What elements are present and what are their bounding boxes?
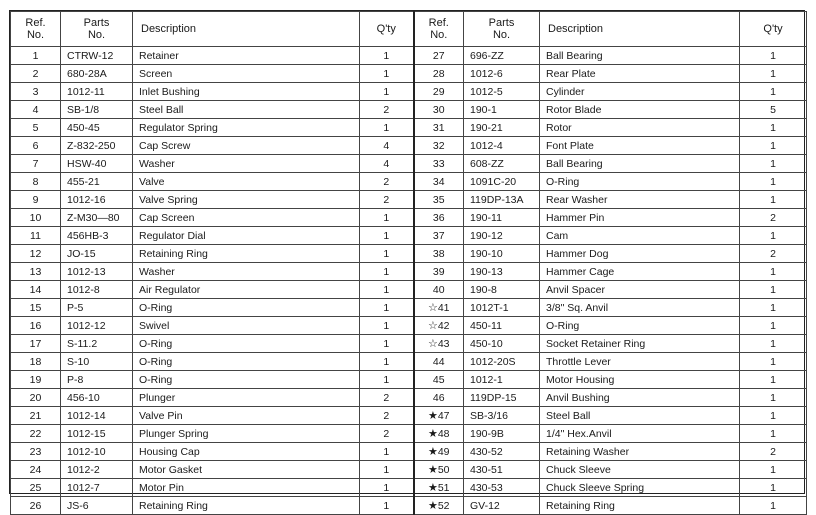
qty-cell: 1 [360, 353, 414, 371]
ref-no-cell: 7 [11, 155, 61, 173]
ref-no-cell: 4 [11, 101, 61, 119]
qty-cell-right: 2 [740, 245, 807, 263]
table-row [11, 353, 807, 371]
parts-no-cell: Z-M30—80 [61, 209, 133, 227]
parts-no-cell: 1012-16 [61, 191, 133, 209]
description-cell: Valve Pin [133, 407, 360, 425]
parts-no-cell: P-5 [61, 299, 133, 317]
ref-no-cell: 1 [11, 47, 61, 65]
parts-no-cell-right: 190-21 [464, 119, 540, 137]
ref-no-value: 51 [437, 482, 450, 494]
qty-cell-right: 1 [740, 353, 807, 371]
ref-no-cell: 13 [11, 263, 61, 281]
star-mark-icon: ★ [427, 500, 438, 512]
qty-cell: 2 [360, 389, 414, 407]
description-cell: Washer [133, 155, 360, 173]
qty-cell-right: 2 [740, 443, 807, 461]
description-cell: Steel Ball [133, 101, 360, 119]
qty-cell: 1 [360, 299, 414, 317]
star-mark-icon: ★ [427, 428, 438, 440]
description-cell: O-Ring [133, 353, 360, 371]
ref-no-cell-right [414, 209, 464, 227]
ref-no-value: 32 [432, 139, 445, 152]
qty-cell-right: 1 [740, 425, 807, 443]
qty-cell: 1 [360, 371, 414, 389]
parts-no-cell-right: 430-53 [464, 479, 540, 497]
qty-cell-right: 5 [740, 101, 807, 119]
ref-no-value: 35 [432, 193, 445, 206]
parts-no-cell-right: 430-52 [464, 443, 540, 461]
qty-cell-right: 1 [740, 479, 807, 497]
qty-cell: 1 [360, 47, 414, 65]
description-cell-right: Steel Ball [540, 407, 740, 425]
ref-no-cell: 24 [11, 461, 61, 479]
parts-no-header: Parts No. [61, 12, 133, 47]
description-cell: Plunger Spring [133, 425, 360, 443]
description-cell: Housing Cap [133, 443, 360, 461]
qty-cell-right: 1 [740, 65, 807, 83]
star-mark-icon: ★ [427, 410, 438, 422]
ref-no-value: 42 [437, 320, 450, 332]
description-cell-right: Rotor [540, 119, 740, 137]
ref-no-cell-right [414, 281, 464, 299]
ref-no-cell-right [414, 389, 464, 407]
ref-no-cell-right [414, 425, 464, 443]
table-row [11, 479, 807, 497]
parts-no-cell-right: 190-1 [464, 101, 540, 119]
description-cell-right: O-Ring [540, 173, 740, 191]
description-cell-right: Throttle Lever [540, 353, 740, 371]
parts-no-cell-right: GV-12 [464, 497, 540, 515]
qty-cell: 1 [360, 479, 414, 497]
qty-cell-right: 1 [740, 227, 807, 245]
ref-no-cell: 19 [11, 371, 61, 389]
ref-no-cell: 15 [11, 299, 61, 317]
table-row [11, 155, 807, 173]
ref-no-cell-right [414, 137, 464, 155]
description-cell: Retaining Ring [133, 497, 360, 515]
qty-cell: 1 [360, 119, 414, 137]
description-cell-right: Rotor Blade [540, 101, 740, 119]
description-cell-right: Motor Housing [540, 371, 740, 389]
qty-cell-right: 1 [740, 461, 807, 479]
description-cell: O-Ring [133, 299, 360, 317]
ref-no-cell-right [414, 497, 464, 515]
ref-no-cell-right [414, 47, 464, 65]
table-header-row [11, 12, 807, 47]
qty-cell-right: 2 [740, 209, 807, 227]
ref-no-cell-right [414, 119, 464, 137]
ref-no-value: 37 [432, 229, 445, 242]
ref-no-value: 29 [432, 85, 445, 98]
qty-cell-right: 1 [740, 191, 807, 209]
parts-no-cell: 450-45 [61, 119, 133, 137]
parts-no-cell: P-8 [61, 371, 133, 389]
parts-no-cell: 1012-14 [61, 407, 133, 425]
qty-cell: 4 [360, 137, 414, 155]
parts-no-cell: 1012-12 [61, 317, 133, 335]
ref-no-value: 41 [437, 302, 450, 314]
ref-no-value: 50 [437, 464, 450, 476]
ref-no-cell: 5 [11, 119, 61, 137]
parts-no-cell: 1012-10 [61, 443, 133, 461]
star-mark-icon: ☆ [427, 302, 438, 314]
qty-cell: 2 [360, 425, 414, 443]
qty-header-right: Q'ty [740, 12, 807, 47]
ref-no-cell: 18 [11, 353, 61, 371]
qty-cell-right: 1 [740, 263, 807, 281]
parts-no-cell: 680-28A [61, 65, 133, 83]
qty-cell: 1 [360, 263, 414, 281]
description-cell-right: Anvil Bushing [540, 389, 740, 407]
ref-no-cell: 21 [11, 407, 61, 425]
qty-cell-right: 1 [740, 317, 807, 335]
parts-no-cell-right: 608-ZZ [464, 155, 540, 173]
ref-no-cell: 6 [11, 137, 61, 155]
ref-no-cell-right [414, 407, 464, 425]
qty-cell-right: 1 [740, 497, 807, 515]
description-cell-right: Ball Bearing [540, 47, 740, 65]
table-row [11, 65, 807, 83]
ref-no-cell: 16 [11, 317, 61, 335]
ref-no-cell: 3 [11, 83, 61, 101]
description-cell: Retaining Ring [133, 245, 360, 263]
description-cell: Regulator Spring [133, 119, 360, 137]
ref-no-cell-right [414, 353, 464, 371]
qty-cell: 4 [360, 155, 414, 173]
ref-no-cell-right [414, 191, 464, 209]
description-cell-right: Chuck Sleeve Spring [540, 479, 740, 497]
ref-no-cell: 10 [11, 209, 61, 227]
parts-no-cell-right: 190-11 [464, 209, 540, 227]
ref-no-cell-right [414, 245, 464, 263]
ref-no-cell-right [414, 335, 464, 353]
description-cell-right: O-Ring [540, 317, 740, 335]
description-cell: Inlet Bushing [133, 83, 360, 101]
qty-cell-right: 1 [740, 389, 807, 407]
description-cell: Valve [133, 173, 360, 191]
qty-cell: 1 [360, 83, 414, 101]
parts-no-cell-right: 190-10 [464, 245, 540, 263]
description-cell: Motor Pin [133, 479, 360, 497]
qty-cell: 2 [360, 173, 414, 191]
parts-no-cell: 1012-13 [61, 263, 133, 281]
ref-no-value: 36 [432, 211, 445, 224]
description-cell-right: Retaining Washer [540, 443, 740, 461]
description-cell-right: Hammer Cage [540, 263, 740, 281]
ref-no-value: 49 [437, 446, 450, 458]
description-cell-right: Retaining Ring [540, 497, 740, 515]
ref-no-cell: 11 [11, 227, 61, 245]
star-mark-icon: ★ [427, 464, 438, 476]
ref-no-cell-right [414, 317, 464, 335]
description-cell: Valve Spring [133, 191, 360, 209]
table-row [11, 137, 807, 155]
parts-no-cell-right: 190-13 [464, 263, 540, 281]
description-cell: Cap Screw [133, 137, 360, 155]
table-row [11, 191, 807, 209]
parts-list-sheet [9, 10, 805, 512]
description-cell: Retainer [133, 47, 360, 65]
parts-no-cell-right: 1012-1 [464, 371, 540, 389]
description-cell: Plunger [133, 389, 360, 407]
ref-no-value: 27 [432, 49, 445, 62]
description-cell: O-Ring [133, 335, 360, 353]
parts-no-header-right: Parts No. [464, 12, 540, 47]
ref-no-value: 30 [432, 103, 445, 116]
star-mark-icon: ★ [427, 482, 438, 494]
qty-cell: 1 [360, 245, 414, 263]
ref-no-cell-right [414, 83, 464, 101]
parts-no-cell: Z-832-250 [61, 137, 133, 155]
qty-cell: 2 [360, 101, 414, 119]
description-cell: Air Regulator [133, 281, 360, 299]
description-cell-right: 1/4" Hex.Anvil [540, 425, 740, 443]
description-cell-right: Anvil Spacer [540, 281, 740, 299]
table-row [11, 119, 807, 137]
description-cell-right: Socket Retainer Ring [540, 335, 740, 353]
qty-cell-right: 1 [740, 371, 807, 389]
ref-no-value: 39 [432, 265, 445, 278]
ref-no-value: 31 [432, 121, 445, 134]
parts-no-cell-right: 119DP-15 [464, 389, 540, 407]
parts-no-cell: 1012-15 [61, 425, 133, 443]
table-row [11, 443, 807, 461]
table-row [11, 245, 807, 263]
parts-no-cell: CTRW-12 [61, 47, 133, 65]
ref-no-cell-right [414, 65, 464, 83]
ref-no-cell: 2 [11, 65, 61, 83]
description-cell: Washer [133, 263, 360, 281]
star-mark-icon: ☆ [427, 320, 438, 332]
star-mark-icon: ★ [427, 446, 438, 458]
table-row [11, 317, 807, 335]
parts-no-cell: S-11.2 [61, 335, 133, 353]
qty-cell: 1 [360, 317, 414, 335]
ref-no-value: 33 [432, 157, 445, 170]
ref-no-cell-right [414, 173, 464, 191]
ref-no-cell-right [414, 299, 464, 317]
parts-no-cell: S-10 [61, 353, 133, 371]
ref-no-cell: 20 [11, 389, 61, 407]
qty-cell-right: 1 [740, 47, 807, 65]
parts-no-cell-right: 190-12 [464, 227, 540, 245]
qty-cell: 1 [360, 281, 414, 299]
parts-no-cell: 1012-11 [61, 83, 133, 101]
parts-no-cell: HSW-40 [61, 155, 133, 173]
parts-no-cell: JO-15 [61, 245, 133, 263]
table-row [11, 371, 807, 389]
description-cell-right: Hammer Pin [540, 209, 740, 227]
description-cell: Regulator Dial [133, 227, 360, 245]
description-cell-right: Cam [540, 227, 740, 245]
description-cell-right: Ball Bearing [540, 155, 740, 173]
ref-no-cell: 12 [11, 245, 61, 263]
description-cell-right: Hammer Dog [540, 245, 740, 263]
parts-no-cell-right: 1012-4 [464, 137, 540, 155]
description-cell-right: Chuck Sleeve [540, 461, 740, 479]
qty-cell: 1 [360, 227, 414, 245]
table-row [11, 389, 807, 407]
ref-no-cell-right [414, 443, 464, 461]
parts-no-cell-right: 1012-5 [464, 83, 540, 101]
star-mark-icon: ☆ [427, 338, 438, 350]
ref-no-cell: 14 [11, 281, 61, 299]
description-cell: Swivel [133, 317, 360, 335]
parts-no-cell: 455-21 [61, 173, 133, 191]
ref-no-header-right: Ref. No. [414, 12, 464, 47]
ref-no-value: 52 [437, 500, 450, 512]
parts-no-cell: 1012-7 [61, 479, 133, 497]
description-header-right: Description [540, 12, 740, 47]
ref-no-cell: 8 [11, 173, 61, 191]
parts-no-cell: SB-1/8 [61, 101, 133, 119]
description-cell: Screen [133, 65, 360, 83]
ref-no-cell: 17 [11, 335, 61, 353]
description-cell: O-Ring [133, 371, 360, 389]
qty-cell-right: 1 [740, 155, 807, 173]
parts-no-cell-right: 430-51 [464, 461, 540, 479]
ref-no-cell-right [414, 461, 464, 479]
table-row [11, 101, 807, 119]
description-cell-right: Rear Plate [540, 65, 740, 83]
parts-no-cell-right: 450-11 [464, 317, 540, 335]
qty-cell-right: 1 [740, 173, 807, 191]
parts-list-table [10, 11, 807, 515]
parts-no-cell: 456-10 [61, 389, 133, 407]
description-cell-right: Cylinder [540, 83, 740, 101]
qty-cell-right: 1 [740, 335, 807, 353]
table-row [11, 173, 807, 191]
parts-no-cell: 456HB-3 [61, 227, 133, 245]
parts-no-cell-right: 190-8 [464, 281, 540, 299]
ref-no-cell-right [414, 479, 464, 497]
parts-no-cell-right: 696-ZZ [464, 47, 540, 65]
parts-no-cell-right: 1091C-20 [464, 173, 540, 191]
parts-no-cell: JS-6 [61, 497, 133, 515]
qty-cell: 1 [360, 65, 414, 83]
ref-no-cell-right [414, 371, 464, 389]
table-row [11, 497, 807, 515]
ref-no-value: 38 [432, 247, 445, 260]
parts-no-cell-right: 1012-20S [464, 353, 540, 371]
qty-cell: 1 [360, 209, 414, 227]
qty-header: Q'ty [360, 12, 414, 47]
ref-no-value: 46 [432, 391, 445, 404]
ref-no-cell-right [414, 155, 464, 173]
ref-no-cell: 25 [11, 479, 61, 497]
ref-no-value: 47 [437, 410, 450, 422]
ref-no-cell-right [414, 101, 464, 119]
ref-no-value: 48 [437, 428, 450, 440]
ref-no-cell-right [414, 263, 464, 281]
parts-no-cell-right: 1012T-1 [464, 299, 540, 317]
ref-no-cell: 26 [11, 497, 61, 515]
table-row [11, 263, 807, 281]
ref-no-cell: 23 [11, 443, 61, 461]
qty-cell-right: 1 [740, 407, 807, 425]
parts-no-cell-right: 450-10 [464, 335, 540, 353]
description-cell-right: 3/8" Sq. Anvil [540, 299, 740, 317]
qty-cell-right: 1 [740, 83, 807, 101]
ref-no-value: 45 [432, 373, 445, 386]
qty-cell: 1 [360, 461, 414, 479]
ref-no-cell: 9 [11, 191, 61, 209]
parts-no-cell-right: 190-9B [464, 425, 540, 443]
table-row [11, 83, 807, 101]
qty-cell-right: 1 [740, 281, 807, 299]
qty-cell: 1 [360, 443, 414, 461]
table-row [11, 461, 807, 479]
qty-cell: 2 [360, 407, 414, 425]
parts-no-cell: 1012-2 [61, 461, 133, 479]
table-row [11, 425, 807, 443]
table-row [11, 281, 807, 299]
table-row [11, 407, 807, 425]
parts-no-cell-right: 119DP-13A [464, 191, 540, 209]
qty-cell: 2 [360, 191, 414, 209]
description-cell: Cap Screen [133, 209, 360, 227]
table-row [11, 47, 807, 65]
parts-no-cell-right: 1012-6 [464, 65, 540, 83]
qty-cell-right: 1 [740, 119, 807, 137]
ref-no-value: 28 [432, 67, 445, 80]
description-header: Description [133, 12, 360, 47]
description-cell-right: Font Plate [540, 137, 740, 155]
description-cell-right: Rear Washer [540, 191, 740, 209]
ref-no-value: 34 [432, 175, 445, 188]
description-cell: Motor Gasket [133, 461, 360, 479]
ref-no-value: 43 [437, 338, 450, 350]
table-row [11, 335, 807, 353]
qty-cell-right: 1 [740, 299, 807, 317]
table-row [11, 209, 807, 227]
qty-cell: 1 [360, 335, 414, 353]
ref-no-value: 40 [432, 283, 445, 296]
parts-no-cell-right: SB-3/16 [464, 407, 540, 425]
table-row [11, 299, 807, 317]
qty-cell-right: 1 [740, 137, 807, 155]
ref-no-cell: 22 [11, 425, 61, 443]
parts-no-cell: 1012-8 [61, 281, 133, 299]
table-row [11, 227, 807, 245]
ref-no-cell-right [414, 227, 464, 245]
qty-cell: 1 [360, 497, 414, 515]
ref-no-value: 44 [432, 355, 445, 368]
ref-no-header: Ref. No. [11, 12, 61, 47]
